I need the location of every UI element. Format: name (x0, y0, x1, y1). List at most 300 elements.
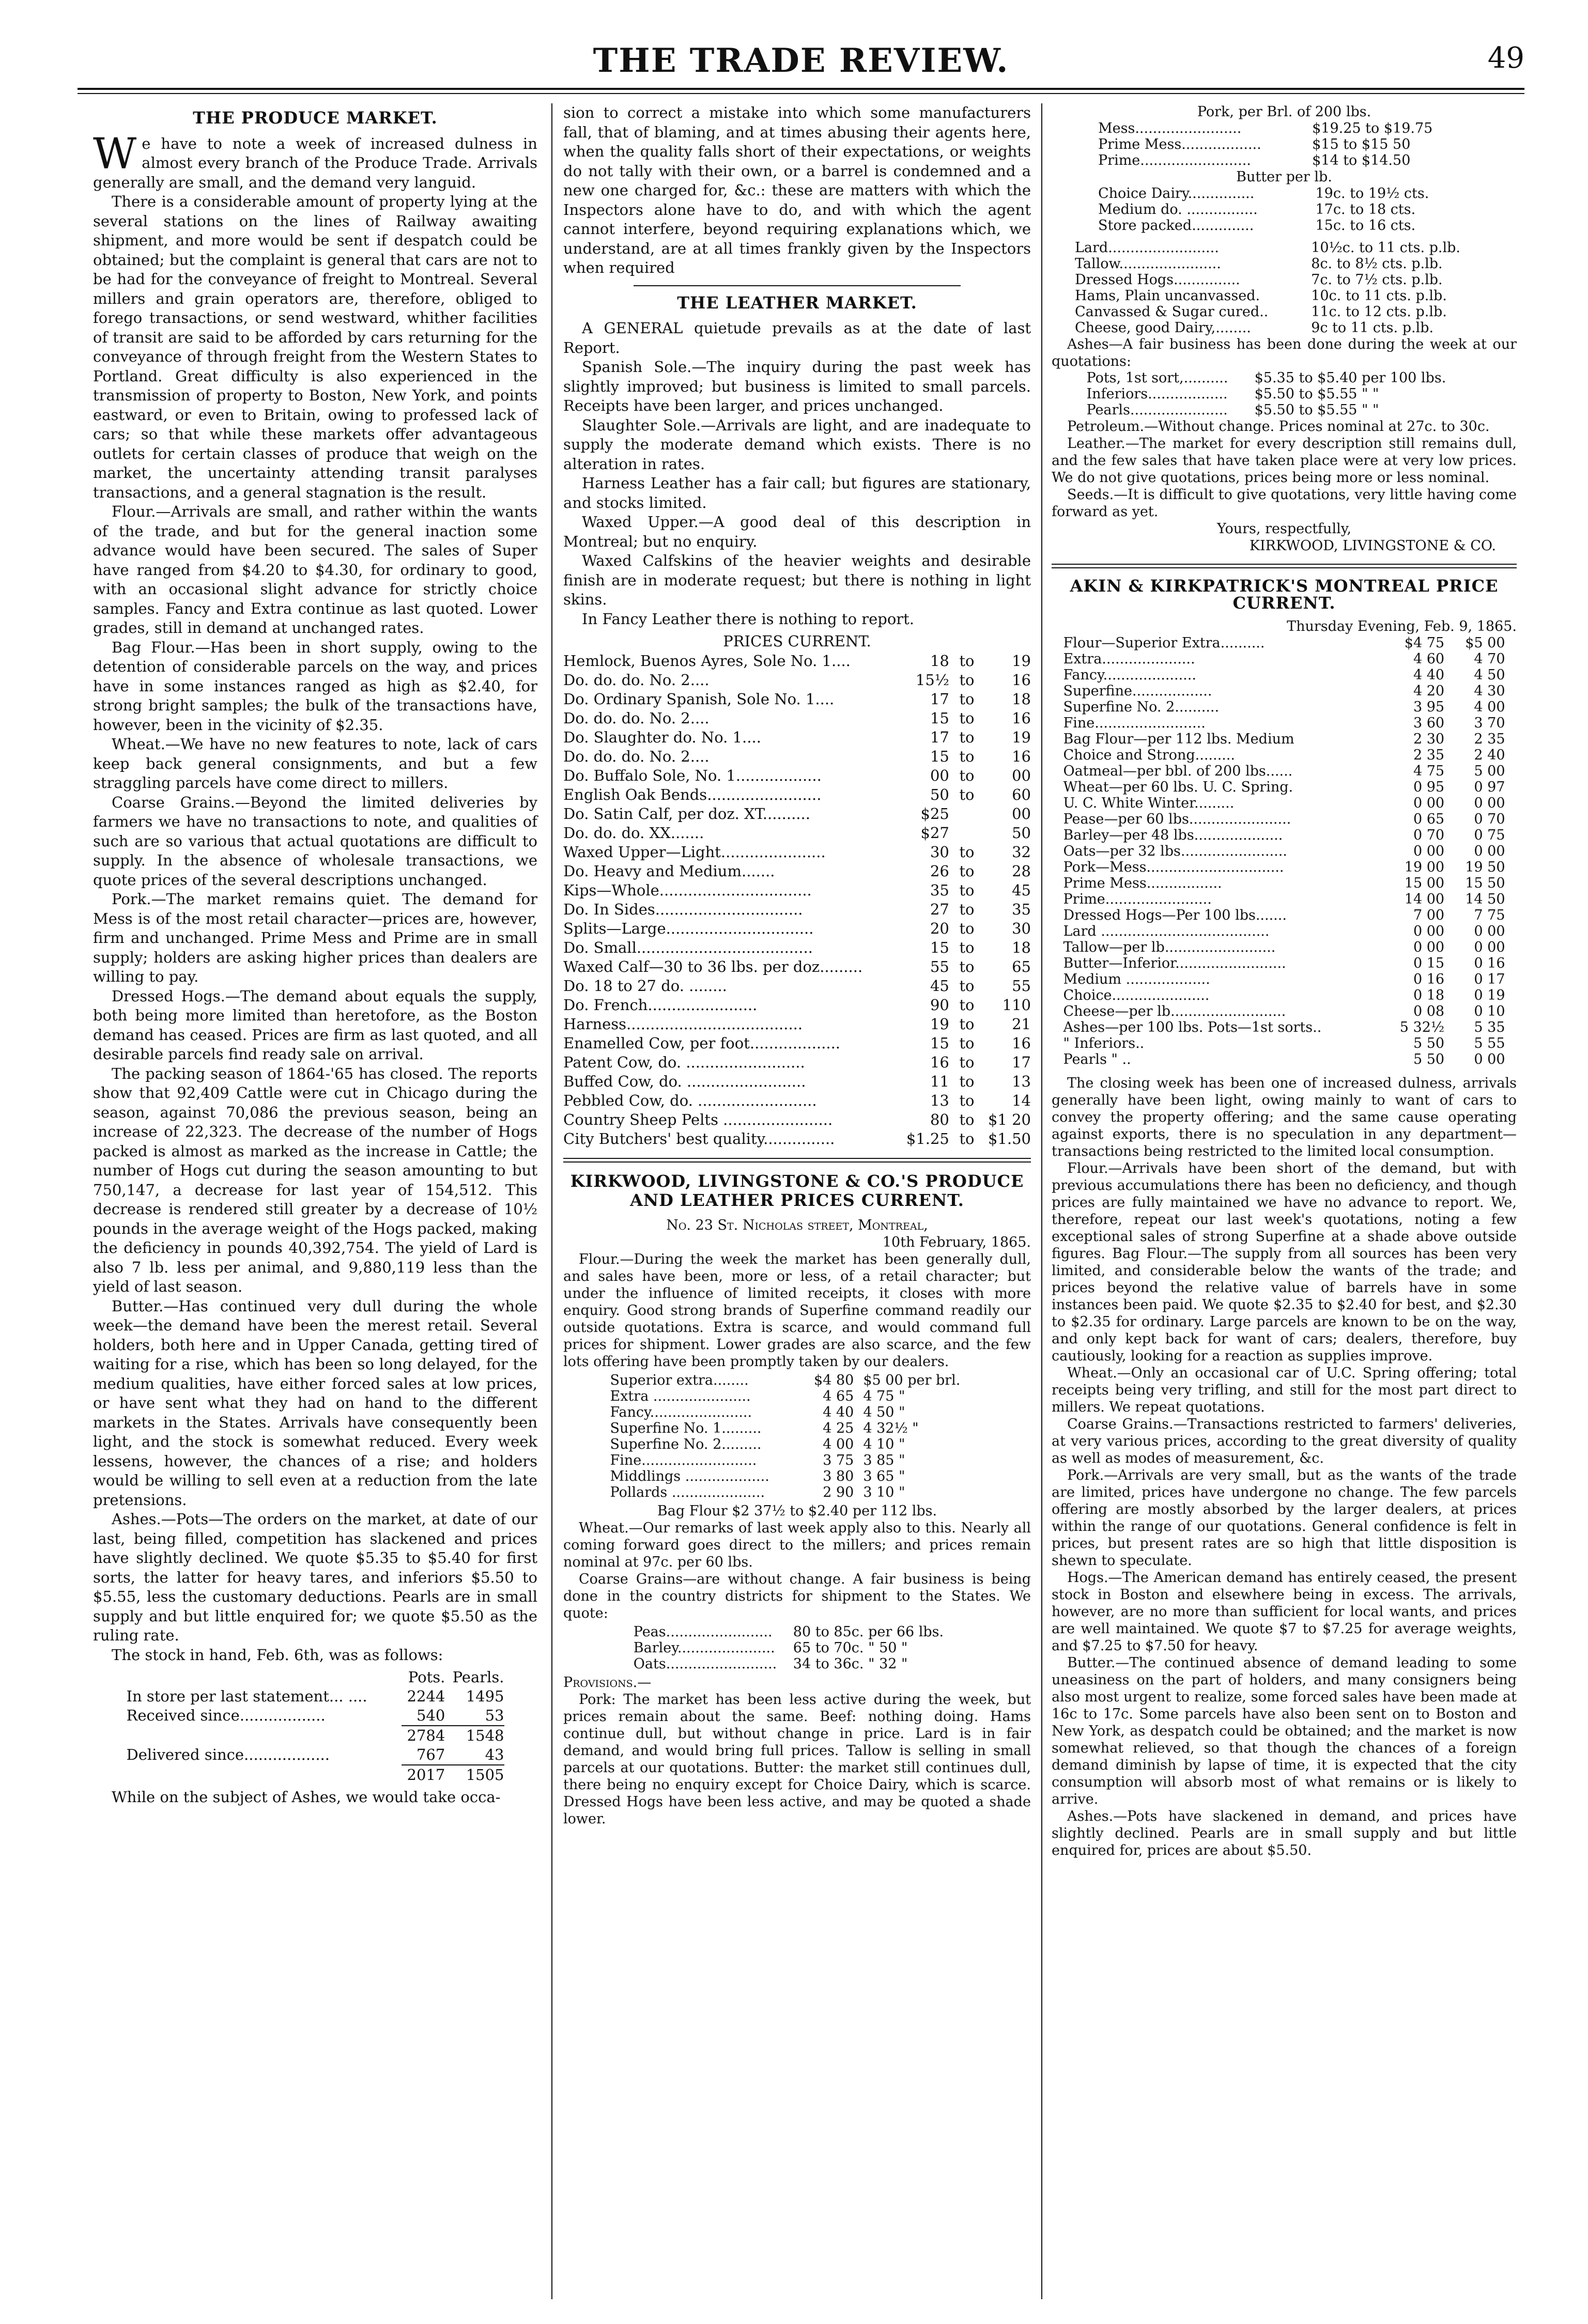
table-cell: 17c. to 18 cts. (1315, 202, 1416, 218)
table-cell: 4 75 (1413, 763, 1445, 779)
table-cell: to (959, 919, 975, 937)
table-cell: Hams, Plain uncanvassed. (1075, 288, 1260, 304)
table-cell: to (959, 728, 975, 746)
table-cell: Barley—per 48 lbs.................... (1063, 827, 1283, 843)
table-cell: 19 (1012, 728, 1031, 746)
table-cell: 17 (930, 728, 949, 746)
article-paragraph: sion to correct a mistake into which some manufacturers fall, that of blaming, and at times abusing their agents here, when the quality falls short of their expectations, or weights do not tally with their own, or a barrel is condemned and a new one charged for, &c.: these are matters with which the Inspectors alone have to do, and with which the agent cannot interfere, beyond requiring explanations which, we understand, are at all times frankly given by the Inspectors when required (563, 104, 1031, 276)
table-cell: $5.50 to $5.55 " " (1254, 386, 1379, 402)
table-header: Pearls. (452, 1668, 504, 1686)
table-cell: 2 90 (823, 1484, 854, 1500)
table-cell: 0 95 (1413, 779, 1445, 795)
table-cell: $1 20 (988, 1110, 1031, 1128)
table-cell: 0 00 (1413, 795, 1445, 811)
table-cell: Oats—per 32 lbs........................ (1063, 843, 1287, 859)
table-row (1063, 987, 1505, 1003)
article-paragraph: Spanish Sole.—The inquiry during the past week has slightly improved; but business is limited to small parcels. Receipts have been larger, and prices unchanged. (563, 358, 1031, 414)
table-cell: Pork—Mess............................... (1063, 859, 1284, 875)
table-row (563, 709, 1031, 728)
table-row (1063, 971, 1505, 987)
table-cell: 34 to 36c. " 32 " (793, 1655, 908, 1672)
table-cell: 3 85 " (863, 1452, 905, 1468)
article-paragraph: There is a considerable amount of property lying at the several stations on the lines of Railway awaiting shipment, and more would be sent if despatch could be obtained; but the complaint is general that cars are not to be had for the conveyance of freight to Montreal. Several millers and grain operators are, therefore, obliged to forego transactions, or send westward, whither facilities of transit are said to be afforded by cars returning for the conveyance of through freight from the Western States to Portland. Great difficulty is also experienced in the transmission of property to Boston, New York, and points eastward, or even to Britain, owing to professed lack of cars; so that while these markets offer advantageous outlets for certain classes of produce that weigh on the market, the uncertainty attending transit paralyses transactions, and a general stagnation is the result. (93, 193, 537, 501)
table-cell: 4 00 (823, 1436, 854, 1452)
table-row (563, 824, 1031, 843)
table-row (563, 747, 1031, 766)
table-row (563, 766, 1031, 785)
table-cell: 21 (1012, 1015, 1031, 1033)
table-cell: 80 to 85c. per 66 lbs. (793, 1623, 944, 1640)
table-cell: 7c. to 7½ cts. p.lb. (1311, 272, 1443, 288)
table-cell: Medium do. ................ (1098, 202, 1258, 218)
article-paragraph: The closing week has been one of increased dulness, arrivals generally have been light, owing mainly to want of cars to convey the property offering; and the same cause operating against exports, there is no speculation in any department—transactions being restricted to the limited local consumption. (1052, 1075, 1517, 1159)
article-paragraph: The packing season of 1864-'65 has closed. The reports show that 92,409 Cattle were cut in Chicago during the season, against 70,086 the previous season, being an increase of 22,323. The decrease of the number of Hogs packed is almost as marked as the increase in Cattle; the number of Hogs cut during the season amounting to but 750,147, a decrease for last year of 154,512. This decrease is rendered still greater by a decrease of 10½ pounds in the average weight of the Hogs packed, making the deficiency in pounds 40,392,754. The yield of Lard is also 7 lb. less per animal, and 9,880,119 less than the yield of last season. (93, 1064, 537, 1295)
table-cell: $5.50 to $5.55 " " (1254, 402, 1379, 418)
table-row (1098, 218, 1470, 234)
table-cell: Choice and Strong......... (1063, 747, 1235, 763)
table-row (1063, 731, 1505, 747)
table-row (610, 1436, 984, 1452)
table-row (563, 900, 1031, 919)
article-paragraph: Harness Leather has a fair call; but figures are stationary, and stocks limited. (563, 474, 1031, 512)
table-row (563, 671, 1031, 690)
table-cell: Extra ...................... (610, 1388, 751, 1404)
table-cell: U. C. White Winter......... (1063, 795, 1235, 811)
table-cell: $1.50 (988, 1129, 1031, 1148)
table-cell: Fine......................... (1063, 715, 1206, 731)
table-cell: to (959, 1091, 975, 1109)
article-paragraph: Coarse Grains.—Transactions restricted to farmers' deliveries, at very various prices, according to the great diversity of quality as well as modes of measurement, &c. (1052, 1416, 1517, 1466)
table-cell: 30 (1012, 919, 1031, 937)
table-cell: Tallow—per lb......................... (1063, 939, 1276, 955)
table-cell: Do. do. do. No. 2.... (563, 709, 710, 727)
table-cell: Do. French....................... (563, 996, 758, 1014)
table-row (563, 938, 1031, 957)
table-cell: to (959, 900, 975, 918)
table-cell: 7 75 (1474, 907, 1505, 923)
table-cell: 0 00 (1474, 923, 1505, 939)
table-cell: 15 (930, 1034, 949, 1052)
article-paragraph: Pork.—The market remains quiet. The demand for Mess is of the most retail character—prices are, however, firm and unchanged. Prime Mess and Prime are in small supply; holders are asking higher prices than dealers are willing to pay. (93, 890, 537, 985)
table-row (1098, 136, 1470, 152)
article-paragraph: Waxed Upper.—A good deal of this description in Montreal; but no enquiry. (563, 513, 1031, 550)
table-row (563, 1091, 1031, 1110)
table-row (1075, 272, 1493, 288)
table-row (1063, 667, 1505, 683)
table-row (563, 690, 1031, 709)
table-cell: Fine.......................... (610, 1452, 757, 1468)
table-row (563, 957, 1031, 977)
table-cell: Barley...................... (633, 1639, 775, 1656)
table-cell: 4 30 (1474, 683, 1505, 699)
table-row (563, 881, 1031, 900)
table-row (1075, 304, 1493, 320)
table-cell: 0 16 (1474, 955, 1505, 971)
table-cell: Oatmeal—per bbl. of 200 lbs...... (1063, 763, 1293, 779)
table-cell: 0 75 (1474, 827, 1505, 843)
table-cell: 0 97 (1474, 779, 1505, 795)
table-row: 2017 1505 (127, 1765, 504, 1785)
table-cell: 55 (930, 957, 949, 975)
table-cell: 3 60 (1413, 715, 1445, 731)
section-rule (634, 285, 961, 286)
table-cell: 14 00 (1404, 891, 1445, 907)
drop-cap-letter: W (93, 129, 137, 179)
table-cell: 27 (930, 900, 949, 918)
table-row (1075, 288, 1493, 304)
grain-prices-table (634, 1624, 961, 1672)
table-cell: 0 65 (1413, 811, 1445, 827)
table-cell: 19 50 (1465, 859, 1505, 875)
article-paragraph: Ashes—A fair business has been done during the week at our quotations: (1052, 336, 1517, 369)
table-cell: 15c. to 16 cts. (1315, 218, 1416, 234)
table-cell: 00 (1012, 766, 1031, 784)
table-cell: 00 (930, 766, 949, 784)
table-cell: Do. do. do. No. 2.... (563, 747, 710, 765)
table-cell: to (959, 785, 975, 803)
table-cell: to (959, 957, 975, 975)
table-cell: Prime Mess................. (1063, 875, 1222, 891)
table-row (1063, 763, 1505, 779)
table-row: In store per last statement... .... 2244 1495 (126, 1687, 504, 1705)
table-cell: 3 10 " (863, 1484, 905, 1500)
table-cell: 45 (930, 977, 949, 995)
table-row (1063, 715, 1505, 731)
butter-prices-table (1098, 185, 1470, 234)
table-row (563, 919, 1031, 938)
table-cell: 0 17 (1474, 971, 1505, 987)
table-cell: 0 00 (1413, 939, 1445, 955)
table-cell: Cheese—per lb.......................... (1063, 1003, 1286, 1019)
table-cell: 15½ (915, 671, 949, 689)
table-cell: Extra..................... (1063, 651, 1195, 667)
table-row (1063, 875, 1505, 891)
table-cell: Pearls...................... (1086, 402, 1228, 418)
table-cell: 5 00 (1474, 763, 1505, 779)
table-row (563, 862, 1031, 881)
table-cell: 19 00 (1404, 859, 1445, 875)
article-paragraph: While on the subject of Ashes, we would take occa- (112, 1788, 501, 1806)
table-cell: 35 (930, 881, 949, 899)
table-row (563, 1034, 1031, 1053)
table-cell: 14 50 (1465, 891, 1505, 907)
table-cell: Pearls " .. (1063, 1051, 1131, 1067)
table-cell: 8c. to 8½ cts. p.lb. (1311, 256, 1443, 272)
table-cell: $4 80 (814, 1372, 854, 1388)
article-paragraph: Bag Flour.—Has been in short supply, owing to the detention of considerable parcels on the way, and prices have in some instances ranged as high as $2.40, for strong bright samples; the bulk of the transactions have, however, been in the vicinity of $2.35. (93, 638, 537, 734)
table-cell: Choice Dairy............... (1098, 185, 1255, 202)
table-cell: Do. Ordinary Spanish, Sole No. 1.... (563, 690, 835, 708)
table-cell: Canvassed & Sugar cured.. (1075, 304, 1269, 320)
page-title: THE TRADE REVIEW. (593, 41, 1009, 80)
article-paragraph: Ashes.—Pots—The orders on the market, at date of our last, being filled, competition has slackened and prices have slightly declined. We quote $5.35 to $5.40 for first sorts, the latter for heavy tares, and inferiors $5.50 to $5.55, less the customary deductions. Pearls are in small supply and but little enquired for; we quote $5.50 as the ruling rate. (93, 1510, 537, 1644)
table-cell: 15 50 (1465, 875, 1505, 891)
flour-prices-table (610, 1372, 984, 1500)
table-cell: 60 (1012, 785, 1031, 803)
table-row (1075, 320, 1493, 336)
table-cell: 0 00 (1474, 939, 1505, 955)
table-cell: Buffed Cow, do. ......................... (563, 1072, 806, 1090)
table-row (1063, 859, 1505, 875)
table-row (1075, 256, 1493, 272)
article-paragraph: Wheat.—We have no new features to note, lack of cars keep back general consignments, and but a few straggling parcels have come direct to millers. (93, 735, 537, 792)
table-cell: 0 00 (1413, 923, 1445, 939)
table-row (610, 1388, 984, 1404)
table-cell: 11c. to 12 cts. p.lb. (1311, 304, 1447, 320)
table-cell: Dressed Hogs............... (1075, 272, 1240, 288)
table-cell: Fancy....................... (610, 1404, 752, 1420)
table-cell: to (959, 709, 975, 727)
table-row: Received since.................. 540 53 (126, 1707, 504, 1724)
date-line: 10th February, 1865. (882, 1234, 1031, 1250)
table-cell: Butter—Inferior......................... (1063, 955, 1286, 971)
section-rule (1052, 564, 1517, 568)
table-cell: 5 50 (1413, 1051, 1445, 1067)
table-cell: Peas........................ (633, 1623, 773, 1640)
table-cell: 0 16 (1413, 971, 1445, 987)
table-cell: 4 40 (823, 1404, 854, 1420)
table-row (563, 804, 1031, 824)
table-cell: Medium ................... (1063, 971, 1210, 987)
ashes-prices-table (1087, 370, 1482, 418)
table-cell: 4 10 " (863, 1436, 905, 1452)
table-row (1063, 923, 1505, 939)
table-row (563, 843, 1031, 862)
article-paragraph: Dressed Hogs.—The demand about equals the supply, both being more limited than heretofore, as the Boston demand has ceased. Prices are firm as last quoted, and all desirable parcels find ready sale on arrival. (93, 987, 537, 1063)
page-number: 49 (1487, 41, 1524, 75)
table-cell: 00 (1012, 804, 1031, 823)
table-cell: $15 to $15 50 (1312, 136, 1411, 152)
table-row (1063, 635, 1505, 651)
table-cell: 26 (930, 862, 949, 880)
table-cell: 32 (1012, 843, 1031, 861)
article-paragraph: Waxed Calfskins of the heavier weights and desirable finish are in moderate request; but there is nothing in light skins. (563, 552, 1031, 608)
table-row (610, 1484, 984, 1500)
article-paragraph: Seeds.—It is difficult to give quotations, very little having come forward as yet. (1052, 487, 1517, 520)
table-row (610, 1404, 984, 1420)
signature: KIRKWOOD, LIVINGSTONE & CO. (1249, 538, 1496, 554)
table-cell: to (959, 977, 975, 995)
table-cell: 4 00 (1474, 699, 1505, 715)
table-cell: 2 30 (1413, 731, 1445, 747)
table-cell: 19 (1012, 652, 1031, 670)
table-row (1063, 651, 1505, 667)
table-cell: 2 35 (1474, 731, 1505, 747)
table-cell: Tallow....................... (1075, 256, 1221, 272)
table-row (1087, 402, 1482, 418)
table-cell: 45 (1012, 881, 1031, 899)
table-cell: 16 (1012, 1034, 1031, 1052)
table-cell: to (959, 747, 975, 765)
table-cell: 10½c. to 11 cts. p.lb. (1311, 240, 1460, 256)
table-cell: Superfine No. 2.......... (1063, 699, 1220, 715)
table-cell: 0 00 (1413, 843, 1445, 859)
table-cell: to (959, 1034, 975, 1052)
table-cell: $14 to $14.50 (1312, 152, 1411, 168)
table-cell: Do. Buffalo Sole, No. 1.................. (563, 766, 822, 784)
table-cell: 15 (930, 747, 949, 765)
table-cell: 7 00 (1413, 907, 1445, 923)
address-line: No. 23 St. Nicholas street, Montreal, (666, 1217, 928, 1233)
table-cell: Bag Flour—per 112 lbs. Medium (1063, 731, 1294, 747)
table-cell: 10c. to 11 cts. p.lb. (1311, 288, 1447, 304)
table-cell: Do. Small..................................... (563, 938, 813, 956)
table-cell: Do. Heavy and Medium....... (563, 862, 775, 880)
table-cell: 4 20 (1413, 683, 1445, 699)
table-cell: Pollards ..................... (610, 1484, 765, 1500)
table-cell: 0 00 (1474, 1051, 1505, 1067)
table-cell: 18 (930, 652, 949, 670)
column-divider (551, 103, 552, 2299)
table-row (1075, 240, 1493, 256)
table-cell: 13 (1012, 1072, 1031, 1090)
table-cell: to (959, 996, 975, 1014)
table-row (563, 652, 1031, 671)
table-cell: 3 80 (823, 1468, 854, 1484)
table-row (610, 1468, 984, 1484)
table-cell: 15 (930, 938, 949, 956)
table-cell: to (959, 1072, 975, 1090)
table-cell: Dressed Hogs—Per 100 lbs....... (1063, 907, 1287, 923)
table-row (563, 977, 1031, 996)
table-cell: 50 (930, 785, 949, 803)
table-header: Pots. (408, 1668, 445, 1686)
table-cell: 11 (930, 1072, 949, 1090)
pork-prices-table (1098, 120, 1470, 168)
article-paragraph: Flour.—Arrivals are small, and rather within the wants of the trade, and but for the general inaction some advance would have been secured. The sales of Super have ranged from $4.20 to $4.30, for ordinary to good, with an occasional slight advance for strictly choice samples. Fancy and Extra continue as last quoted. Lower grades, still in demand at unchanged rates. (93, 503, 537, 637)
table-cell: Do. Slaughter do. No. 1.... (563, 728, 761, 746)
section-heading: THE LEATHER MARKET. (677, 292, 917, 313)
table-cell: Ashes—per 100 lbs. Pots—1st sorts.. (1063, 1019, 1322, 1035)
header-rule (78, 88, 1524, 90)
table-cell: to (959, 1129, 975, 1148)
table-cell: 3 95 (1413, 699, 1445, 715)
table-cell: 3 75 (823, 1452, 854, 1468)
article-paragraph: Ashes.—Pots have slackened in demand, and prices have slightly declined. Pearls are in small supply and but little enquired for, prices are about $5.50. (1052, 1808, 1517, 1858)
column-divider (1041, 103, 1042, 2299)
table-cell: Pease—per 60 lbs....................... (1063, 811, 1291, 827)
table-cell: 14 (1012, 1091, 1031, 1109)
table-row (1063, 827, 1505, 843)
table-cell: 18 (1012, 690, 1031, 708)
table-cell: Lard......................... (1075, 240, 1219, 256)
table-cell: Country Sheep Pelts ....................... (563, 1110, 833, 1128)
table-cell: to (959, 938, 975, 956)
table-cell: Waxed Upper—Light...................... (563, 843, 826, 861)
table-cell: 17 (930, 690, 949, 708)
table-cell: Pots, 1st sort,.......... (1086, 370, 1228, 386)
table-cell: $27 (920, 824, 949, 842)
table-cell: Oats......................... (633, 1655, 777, 1672)
table-cell: 0 70 (1474, 811, 1505, 827)
table-row (563, 1072, 1031, 1091)
table-row (1063, 1035, 1505, 1051)
table-cell: 15 00 (1404, 875, 1445, 891)
table-row (563, 1110, 1031, 1129)
table-cell: 19c. to 19½ cts. (1315, 185, 1429, 202)
table-row (1098, 120, 1470, 136)
table-cell: 13 (930, 1091, 949, 1109)
article-paragraph: Hogs.—The American demand has entirely ceased, the present stock in Boston and elsewhere being in excess. The arrivals, however, are no more than sufficient for local wants, and prices are well maintained. We quote $7 to $7.25 for average weights, and $7.25 to $7.50 for heavy. (1052, 1570, 1517, 1654)
table-cell: 18 (1012, 938, 1031, 956)
table-cell: Do. 18 to 27 do. ........ (563, 977, 727, 995)
article-paragraph: Butter.—The continued absence of demand leading to some uneasiness on the part of holders, and many consigners being also most urgent to realize, some forced sales have been made at 16c to 17c. Some parcels have also been sent on to Boston and New York, as despatch could be obtained; and the market is now somewhat relieved, so that though the chances of a foreign demand diminish by lapse of time, it is expected that the city consumption will absorb most of what remains or is likely to arrive. (1052, 1655, 1517, 1807)
table-cell: 2 40 (1474, 747, 1505, 763)
table-row (634, 1640, 961, 1656)
section-heading: THE PRODUCE MARKET. (193, 108, 438, 128)
table-cell: " Inferiors.. (1063, 1035, 1145, 1051)
article-paragraph: Wheat.—Only an occasional car of U.C. Spring offering; total receipts being very trifling, and still for the most part direct to millers. We repeat quotations. (1052, 1365, 1517, 1415)
provisions-label: Provisions.— (563, 1674, 652, 1691)
table-cell: 16 (1012, 671, 1031, 689)
table-cell: to (959, 690, 975, 708)
article-paragraph: In Fancy Leather there is nothing to report. (582, 610, 915, 628)
table-cell: 0 10 (1474, 1003, 1505, 1019)
table-cell: 0 70 (1413, 827, 1445, 843)
table-row (1098, 152, 1470, 168)
akin-prices-table (1063, 635, 1505, 1067)
leather-prices-table (563, 652, 1031, 1149)
table-cell: 19 (930, 1015, 949, 1033)
table-row (1063, 683, 1505, 699)
article-paragraph: Pork.—Arrivals are very small, but as the wants of the trade are limited, prices have undergone no change. The few parcels offering are mostly absorbed by the larger dealers, at prices within the range of our quotations. General confidence is felt in prices, but present rates are so high that little disposition is shewn to speculate. (1052, 1467, 1517, 1569)
table-row (610, 1452, 984, 1468)
column-produce-market (93, 103, 537, 1807)
table-cell: 4 75 " (863, 1388, 905, 1404)
section-heading: KIRKWOOD, LIVINGSTONE & CO.'S PRODUCE AND LEATHER PRICES CURRENT. (570, 1171, 1024, 1210)
table-cell: Enamelled Cow, per foot................... (563, 1034, 841, 1052)
table-cell: $1.25 (906, 1129, 949, 1148)
table-cell: to (959, 881, 975, 899)
table-row (634, 1624, 961, 1640)
table-cell: to (959, 843, 975, 861)
article-paragraph: Slaughter Sole.—Arrivals are light, and are inadequate to supply the moderate demand which exists. There is no alteration in rates. (563, 416, 1031, 473)
table-row (610, 1372, 984, 1388)
article-paragraph: Coarse Grains—are without change. A fair business is being done in the country districts for shipment to the States. We quote: (563, 1571, 1031, 1621)
table-cell: Superfine No. 2......... (610, 1436, 762, 1452)
table-row (1063, 779, 1505, 795)
header-rule-thin (78, 93, 1524, 94)
table-row (1063, 747, 1505, 763)
ashes-stock-table (127, 1668, 504, 1785)
table-cell: 110 (1002, 996, 1031, 1014)
table-cell: $25 (920, 804, 949, 823)
table-cell: 3 70 (1474, 715, 1505, 731)
table-cell: 0 18 (1413, 987, 1445, 1003)
table-cell: Do. In Sides............................... (563, 900, 803, 918)
table-row (1098, 185, 1470, 202)
table-cell: Mess........................ (1098, 120, 1242, 136)
table-cell: 3 65 " (863, 1468, 905, 1484)
table-cell: $5.35 to $5.40 per 100 lbs. (1254, 370, 1446, 386)
table-cell: to (959, 1015, 975, 1033)
table-cell: 55 (1012, 977, 1031, 995)
section-rule (563, 1158, 1031, 1163)
table-cell: Prime........................ (1063, 891, 1212, 907)
article-paragraph: Flour.—Arrivals have been short of the demand, but with previous accumulations there has been no deficiency, and though prices are fully maintained we have no advance to report. We, therefore, repeat our last week's quotations, noting a few exceptional sales of strong Superfine at a shade above outside figures. Bag Flour.—The supply from all sources has been very limited, and considerable below the wants of the trade; and prices beyond the relative value of barrels have in some instances been paid. We quote $2.35 to $2.40 for best, and $2.30 to $2.35 for ordinary. Large parcels are known to be on the way, and only kept back for want of cars; dealers, therefore, buy cautiously, looking for a reaction as supplies improve. (1052, 1160, 1517, 1364)
table-row (1063, 795, 1505, 811)
table-cell: 4 32½ " (863, 1420, 919, 1436)
table-cell: Prime......................... (1098, 152, 1251, 168)
table-title: PRICES CURRENT. (723, 632, 871, 650)
table-cell (949, 824, 975, 843)
table-title: Pork, per Brl. of 200 lbs. (1197, 104, 1371, 120)
table-row (1063, 907, 1505, 923)
table-cell: 20 (930, 919, 949, 937)
section-heading: AKIN & KIRKPATRICK'S MONTREAL PRICE CURRENT. (1070, 576, 1499, 613)
table-row (1063, 1003, 1505, 1019)
table-row (1063, 699, 1505, 715)
